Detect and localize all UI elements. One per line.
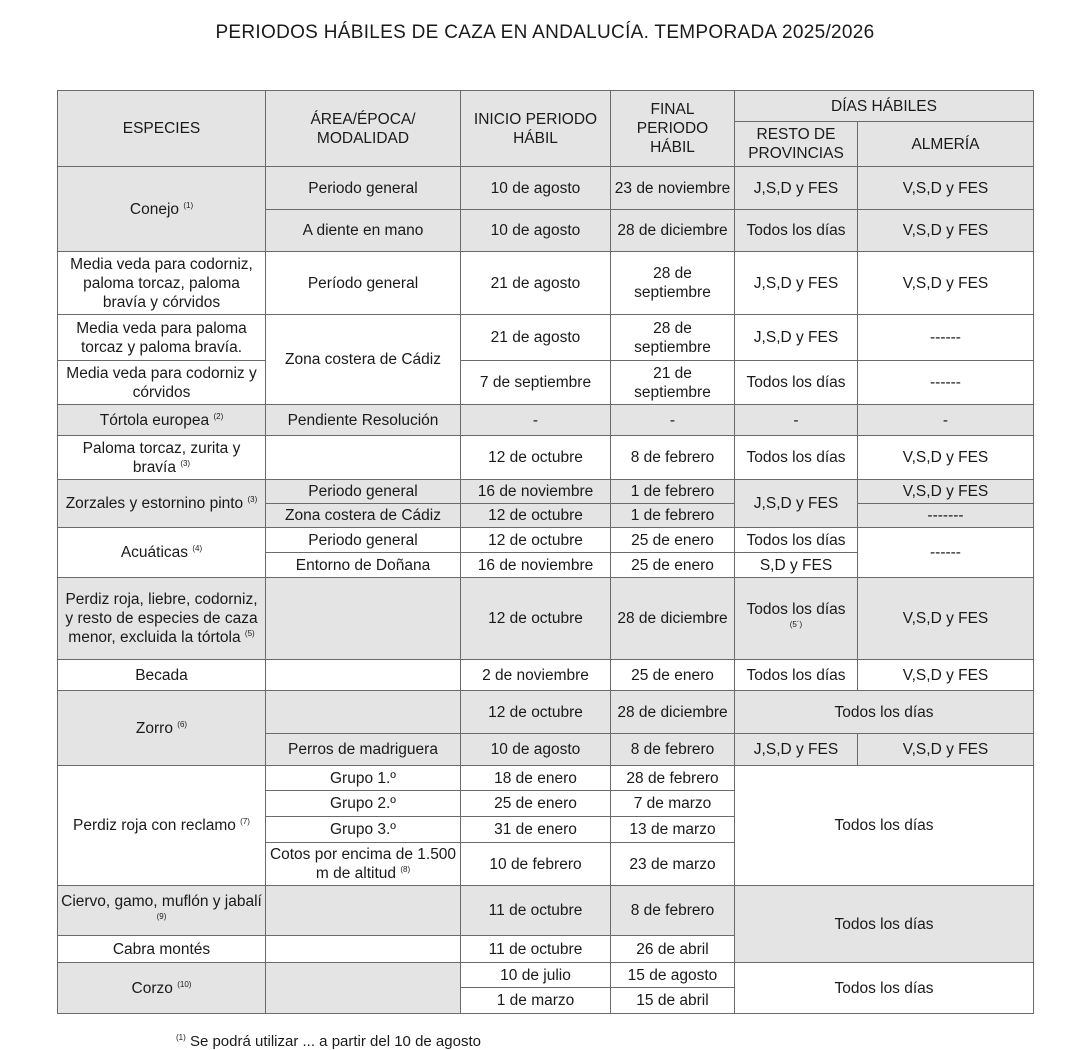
- table-cell: [461, 361, 611, 405]
- table-cell: [611, 361, 735, 405]
- cell-text: -: [532, 411, 539, 429]
- footnote-mark: (1): [176, 1033, 186, 1042]
- footnote-text: Se podrá utilizar ... a partir del 10 de agosto: [189, 1033, 481, 1050]
- table-cell: [58, 578, 266, 660]
- table-cell: [266, 252, 461, 315]
- table-cell: [735, 691, 1034, 734]
- cell-text: Pendiente Resolución: [287, 411, 439, 429]
- table-row: [58, 405, 1034, 436]
- cell-text: 12 de octubre: [488, 610, 583, 627]
- table-cell: [611, 936, 735, 963]
- table-row: [58, 315, 1034, 361]
- cell-text: ------: [930, 374, 961, 391]
- table-cell: [735, 963, 1034, 1014]
- table-row: [58, 963, 1034, 988]
- table-row: [58, 578, 1034, 660]
- table-cell: [735, 315, 858, 361]
- table-cell: [735, 660, 858, 691]
- cell-text: 16 de noviembre: [477, 483, 594, 500]
- cell-text: Zona costera de Cádiz: [285, 507, 441, 524]
- cell-text: Conejo: [129, 200, 180, 218]
- cell-text: 10 de agosto: [490, 222, 581, 239]
- table-cell: [461, 791, 611, 817]
- table-cell: [858, 210, 1034, 252]
- table-row: [58, 660, 1034, 691]
- table-cell: [611, 405, 735, 436]
- cell-text: 1 de febrero: [630, 483, 715, 500]
- cell-text: 8 de febrero: [630, 902, 715, 919]
- table-row: [58, 886, 1034, 936]
- cell-text: 10 de febrero: [489, 855, 582, 873]
- cell-text: 10 de agosto: [490, 179, 581, 197]
- table-cell: [461, 167, 611, 210]
- table-cell: [858, 436, 1034, 480]
- table-cell: [611, 436, 735, 480]
- table-cell: [461, 553, 611, 578]
- table-cell: [735, 886, 1034, 963]
- table-cell: [611, 988, 735, 1014]
- table-cell: [461, 252, 611, 315]
- cell-text: 7 de marzo: [633, 795, 712, 812]
- cell-text: 18 de enero: [494, 769, 577, 787]
- table-cell: [266, 504, 461, 528]
- table-cell: [266, 791, 461, 817]
- table-cell: [611, 691, 735, 734]
- cell-text: Todos los días: [834, 817, 934, 834]
- cell-text: Periodo general: [308, 531, 418, 549]
- table-cell: [58, 252, 266, 315]
- table-cell: [461, 936, 611, 963]
- table-cell: [611, 843, 735, 886]
- footnote-reference: (1): [183, 200, 194, 210]
- table-cell: [266, 578, 461, 660]
- cell-text: 28 de diciembre: [617, 703, 728, 721]
- header-row: [58, 91, 1034, 122]
- cell-text: J,S,D y FES: [753, 179, 839, 197]
- cell-text: V,S,D y FES: [902, 483, 989, 500]
- cell-text: V,S,D y FES: [902, 222, 989, 239]
- table-cell: [611, 660, 735, 691]
- footnote-reference: (8): [400, 864, 411, 874]
- table-cell: [58, 405, 266, 436]
- table-cell: [266, 480, 461, 504]
- cell-text: Corzo: [131, 979, 173, 997]
- table-cell: [266, 886, 461, 936]
- cell-text: 2 de noviembre: [482, 666, 589, 684]
- table-cell: [461, 691, 611, 734]
- table-cell: [735, 734, 858, 766]
- cell-text: Entorno de Doñana: [295, 556, 431, 574]
- table-cell: [266, 436, 461, 480]
- cell-text: V,S,D y FES: [902, 741, 989, 758]
- table-cell: [611, 817, 735, 843]
- table-cell: [735, 480, 858, 528]
- footnote: [176, 1033, 481, 1050]
- table-cell: [58, 480, 266, 528]
- cell-text: 25 de enero: [631, 531, 714, 549]
- cell-text: V,S,D y FES: [902, 666, 989, 684]
- cell-text: 28 de diciembre: [617, 610, 728, 627]
- cell-text: J,S,D y FES: [753, 741, 839, 758]
- cell-text: J,S,D y FES: [753, 274, 839, 292]
- table-cell: [735, 405, 858, 436]
- cell-text: V,S,D y FES: [902, 274, 989, 292]
- cell-text: 13 de marzo: [629, 821, 716, 838]
- table-body: [58, 167, 1034, 1014]
- table-cell: [858, 528, 1034, 578]
- footnote-reference: (7): [240, 816, 250, 826]
- table-cell: [266, 660, 461, 691]
- cell-text: -: [669, 411, 676, 429]
- table-row: [58, 167, 1034, 210]
- table-cell: [461, 528, 611, 553]
- table-cell: [735, 252, 858, 315]
- table-cell: [611, 766, 735, 791]
- table-cell: [58, 766, 266, 886]
- cell-text: Periodo general: [308, 483, 418, 500]
- cell-text: -------: [927, 507, 964, 524]
- cell-text: 28 de septiembre: [634, 319, 711, 356]
- footnote-reference: (5´): [789, 619, 803, 629]
- table-cell: [611, 578, 735, 660]
- footnote-reference: (6): [177, 719, 188, 729]
- cell-text: Periodo general: [308, 179, 418, 197]
- table-row: [58, 252, 1034, 315]
- table-cell: [611, 553, 735, 578]
- table-cell: [735, 436, 858, 480]
- table-cell: [735, 766, 1034, 886]
- table-cell: [58, 315, 266, 361]
- table-cell: [611, 886, 735, 936]
- cell-text: 28 de febrero: [626, 769, 719, 787]
- table-cell: [266, 553, 461, 578]
- table-cell: [611, 480, 735, 504]
- cell-text: Período general: [307, 274, 419, 292]
- cell-text: Media veda para codorniz, paloma torcaz, paloma bravía y córvidos: [70, 255, 253, 311]
- cell-text: 25 de enero: [631, 556, 714, 574]
- table-cell: [461, 963, 611, 988]
- cell-text: Perdiz roja, liebre, codorniz, y resto de especies de caza menor, excluida la tórtola: [65, 591, 258, 646]
- footnote-reference: (3): [247, 494, 258, 504]
- cell-text: 15 de agosto: [627, 966, 718, 984]
- table-row: [58, 480, 1034, 504]
- cell-text: Grupo 1.º: [330, 769, 396, 787]
- table-cell: [461, 766, 611, 791]
- cell-text: Media veda para codorniz y córvidos: [66, 364, 257, 401]
- table-cell: [858, 405, 1034, 436]
- table-cell: [58, 936, 266, 963]
- cell-text: 10 de julio: [500, 966, 571, 984]
- cell-text: 11 de octubre: [488, 940, 583, 958]
- table-cell: [461, 578, 611, 660]
- cell-text: Media veda para paloma torcaz y paloma bravía.: [76, 319, 247, 356]
- cell-text: ------: [930, 544, 961, 561]
- table-cell: [611, 167, 735, 210]
- table-cell: [461, 817, 611, 843]
- table-cell: [266, 167, 461, 210]
- cell-text: Todos los días: [746, 449, 846, 466]
- table-cell: [858, 361, 1034, 405]
- cell-text: 25 de enero: [494, 795, 577, 812]
- table-cell: [58, 167, 266, 252]
- table-cell: [461, 436, 611, 480]
- table-cell: [858, 504, 1034, 528]
- table-cell: [858, 252, 1034, 315]
- table-cell: [461, 315, 611, 361]
- footnote-reference: (9): [156, 911, 167, 921]
- header-area: ÁREA/ÉPOCA/ MODALIDAD: [266, 91, 461, 167]
- table-cell: [735, 210, 858, 252]
- cell-text: Todos los días: [834, 979, 934, 997]
- table-cell: [58, 660, 266, 691]
- cell-text: Todos los días: [746, 222, 846, 239]
- cell-text: Zorzales y estornino pinto: [65, 495, 244, 512]
- table-row: [58, 766, 1034, 791]
- cell-text: ------: [930, 329, 961, 346]
- cell-text: Becada: [135, 666, 188, 684]
- cell-text: 21 de agosto: [490, 274, 581, 292]
- cell-text: Todos los días: [746, 600, 846, 618]
- cell-text: 1 de marzo: [496, 992, 575, 1009]
- table-row: [58, 528, 1034, 553]
- table-cell: [266, 843, 461, 886]
- table-cell: [611, 252, 735, 315]
- table-row: [58, 436, 1034, 480]
- table-cell: [461, 843, 611, 886]
- cell-text: Todos los días: [834, 915, 934, 933]
- footnote-reference: (3): [180, 458, 191, 468]
- header-almeria: ALMERÍA: [858, 122, 1034, 167]
- cell-text: 11 de octubre: [488, 902, 583, 919]
- cell-text: Todos los días: [746, 531, 846, 549]
- cell-text: Cabra montés: [112, 940, 211, 958]
- cell-text: -: [942, 411, 949, 429]
- table-row: [58, 691, 1034, 734]
- cell-text: V,S,D y FES: [902, 179, 989, 197]
- cell-text: S,D y FES: [759, 556, 833, 574]
- cell-text: 8 de febrero: [630, 449, 715, 466]
- table-cell: [266, 766, 461, 791]
- header-especies: ESPECIES: [58, 91, 266, 167]
- table-cell: [858, 480, 1034, 504]
- cell-text: Todos los días: [834, 703, 934, 721]
- hunting-periods-table: [57, 90, 1034, 1014]
- footnote-reference: (10): [177, 979, 192, 989]
- table-cell: [58, 963, 266, 1014]
- cell-text: Paloma torcaz, zurita y bravía: [82, 439, 241, 476]
- footnote-reference: (2): [213, 411, 224, 421]
- table-cell: [611, 210, 735, 252]
- table-cell: [735, 361, 858, 405]
- cell-text: J,S,D y FES: [753, 495, 839, 512]
- table-cell: [735, 167, 858, 210]
- table-cell: [461, 504, 611, 528]
- table-cell: [611, 791, 735, 817]
- cell-text: 28 de septiembre: [634, 265, 711, 301]
- table-cell: [58, 886, 266, 936]
- cell-text: 7 de septiembre: [479, 374, 592, 391]
- footnote-reference: (5): [244, 628, 255, 638]
- header-inicio: INICIO PERIODO HÁBIL: [461, 91, 611, 167]
- cell-text: 28 de diciembre: [617, 222, 728, 239]
- table-cell: [858, 315, 1034, 361]
- table-cell: [266, 936, 461, 963]
- table-cell: [461, 734, 611, 766]
- cell-text: Cotos por encima de 1.500 m de altitud: [269, 846, 457, 882]
- header-dias-habiles: DÍAS HÁBILES: [735, 91, 1034, 122]
- table-cell: [461, 988, 611, 1014]
- table-cell: [266, 963, 461, 1014]
- header-final: FINAL PERIODO HÁBIL: [611, 91, 735, 167]
- table-cell: [735, 553, 858, 578]
- table-cell: [735, 578, 858, 660]
- cell-text: V,S,D y FES: [902, 449, 989, 466]
- cell-text: Todos los días: [746, 374, 846, 391]
- cell-text: 23 de noviembre: [614, 179, 731, 197]
- cell-text: 23 de marzo: [629, 855, 716, 873]
- cell-text: 12 de octubre: [488, 449, 583, 466]
- table-cell: [58, 361, 266, 405]
- table-cell: [266, 691, 461, 734]
- table-cell: [461, 210, 611, 252]
- table-cell: [266, 528, 461, 553]
- cell-text: 16 de noviembre: [477, 556, 594, 574]
- table-cell: [858, 660, 1034, 691]
- table-cell: [461, 480, 611, 504]
- cell-text: Todos los días: [746, 666, 846, 684]
- table-cell: [611, 504, 735, 528]
- cell-text: 26 de abril: [636, 940, 709, 958]
- cell-text: 21 de septiembre: [634, 364, 711, 401]
- cell-text: 15 de abril: [636, 992, 709, 1009]
- table-cell: [858, 578, 1034, 660]
- cell-text: 21 de agosto: [490, 329, 581, 346]
- cell-text: 10 de agosto: [490, 741, 581, 758]
- cell-text: 1 de febrero: [630, 507, 715, 524]
- cell-text: Zorro: [135, 719, 173, 737]
- cell-text: 12 de octubre: [488, 531, 583, 549]
- cell-text: Grupo 3.º: [330, 821, 396, 838]
- table-cell: [735, 528, 858, 553]
- header-resto-provincias: RESTO DE PROVINCIAS: [735, 122, 858, 167]
- footnote-reference: (4): [192, 543, 203, 553]
- cell-text: 8 de febrero: [630, 741, 715, 758]
- cell-text: V,S,D y FES: [902, 610, 989, 627]
- table-cell: [611, 963, 735, 988]
- table-cell: [58, 436, 266, 480]
- cell-text: Perdiz roja con reclamo: [73, 817, 236, 834]
- cell-text: Perros de madriguera: [288, 741, 438, 758]
- cell-text: A diente en mano: [302, 222, 424, 239]
- table-cell: [858, 734, 1034, 766]
- table-cell: [58, 691, 266, 766]
- table-cell: [266, 405, 461, 436]
- cell-text: 12 de octubre: [488, 703, 583, 721]
- table-cell: [611, 528, 735, 553]
- table-cell: [461, 660, 611, 691]
- cell-text: Ciervo, gamo, muflón y jabalí: [61, 892, 262, 910]
- cell-text: 31 de enero: [494, 821, 577, 838]
- table-cell: [58, 528, 266, 578]
- cell-text: 12 de octubre: [488, 507, 583, 524]
- cell-text: Grupo 2.º: [330, 795, 396, 812]
- table-cell: [266, 315, 461, 405]
- cell-text: Tórtola europea: [99, 411, 210, 429]
- table-cell: [611, 734, 735, 766]
- table-cell: [461, 886, 611, 936]
- cell-text: -: [793, 411, 799, 429]
- table-cell: [266, 210, 461, 252]
- cell-text: Zona costera de Cádiz: [285, 351, 441, 368]
- table-row: [58, 361, 1034, 405]
- cell-text: J,S,D y FES: [753, 329, 839, 346]
- page-title: PERIODOS HÁBILES DE CAZA EN ANDALUCÍA. TEMPORADA 2025/2026: [215, 22, 875, 43]
- table-cell: [266, 734, 461, 766]
- table-cell: [266, 817, 461, 843]
- cell-text: Acuáticas: [120, 544, 189, 561]
- table-cell: [461, 405, 611, 436]
- cell-text: 25 de enero: [631, 666, 714, 684]
- table-cell: [611, 315, 735, 361]
- table-cell: [858, 167, 1034, 210]
